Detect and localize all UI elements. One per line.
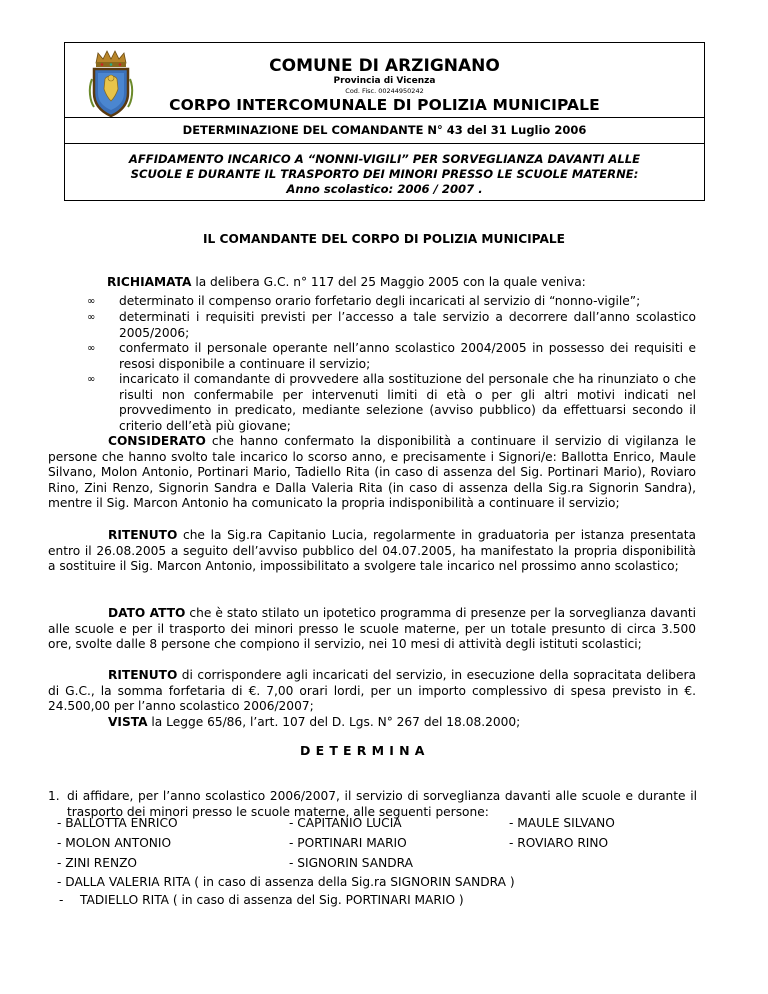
subject-line: AFFIDAMENTO INCARICO A “NONNI-VIGILI” PER SORVEGLIANZA DAVANTI ALLE — [128, 152, 641, 166]
bullet-icon: ∞ — [87, 312, 96, 323]
dash: - — [59, 893, 64, 907]
paragraph-text: la Legge 65/86, l’art. 107 del D. Lgs. N° 267 del 18.08.2000; — [147, 715, 521, 729]
person-name: - BALLOTTA ENRICO — [57, 816, 178, 830]
person-name: - ROVIARO RINO — [509, 836, 609, 850]
item-text: di affidare, per l’anno scolastico 2006/2007, il servizio di sorveglianza davanti alle scuole e durante il trasporto dei minori presso le scuole materne, alle seguenti persone: — [67, 789, 697, 819]
richiamata-line — [107, 275, 707, 291]
bullet-item: confermato il personale operante nell’anno scolastico 2004/2005 in possesso dei requisiti e resosi disponibile a continuare il servizio; — [119, 341, 696, 371]
provincia-label: Provincia di Vicenza — [333, 76, 436, 86]
person-name: - CAPITANIO LUCIA — [289, 816, 402, 830]
richiamata-text: la delibera G.C. n° 117 del 25 Maggio 2005 con la quale veniva: — [191, 275, 586, 289]
cod-fisc-label: Cod. Fisc. 00244950242 — [345, 87, 424, 95]
section-heading: IL COMANDANTE DEL CORPO DI POLIZIA MUNICIPALE — [202, 232, 566, 246]
person-name: - PORTINARI MARIO — [289, 836, 407, 850]
bullet-icon: ∞ — [87, 343, 96, 354]
ritenuto-paragraph — [48, 528, 696, 575]
person-name: - ZINI RENZO — [57, 856, 138, 870]
subject-line: Anno scolastico: 2006 / 2007 . — [286, 182, 483, 196]
keyword: DATO ATTO — [108, 606, 186, 620]
dato-atto-paragraph — [48, 606, 696, 653]
keyword: RITENUTO — [108, 668, 178, 682]
header-box — [64, 42, 705, 201]
keyword: RITENUTO — [108, 528, 178, 542]
header-divider — [65, 143, 704, 144]
subject-block — [65, 152, 704, 197]
keyword: CONSIDERATO — [108, 434, 206, 448]
corpo-title: CORPO INTERCOMUNALE DI POLIZIA MUNICIPALE — [169, 96, 600, 114]
paragraph-text: di corrispondere agli incaricati del servizio, in esecuzione della sopracitata delibera di G.C., la somma forfetaria di €. 7,00 orari lordi, per un importo complessivo di spesa previsto in €. 24.500,00 per l’anno scolastico 2006/2007; — [48, 668, 696, 714]
person-name: - SIGNORIN SANDRA — [289, 856, 413, 870]
considerato-paragraph — [48, 434, 696, 512]
person-name: TADIELLO RITA ( in caso di assenza del Sig. PORTINARI MARIO ) — [80, 893, 464, 907]
person-name: - MOLON ANTONIO — [57, 836, 172, 850]
bullet-item: determinati i requisiti previsti per l’accesso a tale servizio a decorrere dall’anno scolastico 2005/2006; — [119, 310, 696, 340]
subject-line: SCUOLE E DURANTE IL TRASPORTO DEI MINORI PRESSO LE SCUOLE MATERNE: — [130, 167, 639, 181]
vista-paragraph — [108, 715, 708, 731]
item-number: 1. — [48, 789, 60, 803]
paragraph-text: che la Sig.ra Capitanio Lucia, regolarmente in graduatoria per istanza presentata entro il 26.08.2005 a seguito dell’avviso pubblico del 04.07.2005, ha manifestato la propria disponibilità a sostituire il Sig. Marcon Antonio, impossibilitato a svolgere tale incarico nel prossimo anno scolastico; — [48, 528, 696, 574]
keyword: VISTA — [108, 715, 148, 729]
bullet-item: incaricato il comandante di provvedere alla sostituzione del personale che ha rinunziato o che risulti non confermabile per intervenuti limiti di età o per gli altri motivi indicati nel provvedimento in predicato, mediante selezione (avviso pubblico) da effettuarsi secondo il criterio dell’età più giovane; — [119, 372, 696, 433]
keyword: RICHIAMATA — [107, 275, 192, 289]
bullet-icon: ∞ — [87, 296, 96, 307]
determina-heading: DETERMINA — [300, 743, 430, 758]
comune-title: COMUNE DI ARZIGNANO — [269, 56, 500, 76]
ritenuto-paragraph — [48, 668, 696, 715]
bullet-item: determinato il compenso orario forfetario degli incaricati al servizio di “nonno-vigile”; — [119, 294, 641, 308]
paragraph-text: che è stato stilato un ipotetico programma di presenze per la sorveglianza davanti alle scuole e per il trasporto dei minori presso le scuole materne, per un totale presunto di circa 3.500 ore, svolte dalle 8 persone che compiono il servizio, nei 10 mesi di attività degli istituti scolastici; — [48, 606, 696, 652]
header-divider — [65, 117, 704, 118]
bullet-icon: ∞ — [87, 374, 96, 385]
paragraph-text: che hanno confermato la disponibilità a continuare il servizio di vigilanza le persone che hanno svolto tale incarico lo scorso anno, e precisamente i Signori/e: Ballotta Enrico, Maule Silvano, Molon Antonio, Portinari Mario, Tadiello Rita (in caso di assenza del Sig. Portinari Mario), Roviaro Rino, Zini Renzo, Signorin Sandra e Dalla Valeria Rita (in caso di assenza della Sig.ra Signorin Sandra), mentre il Sig. Marcon Antonio ha comunicato la propria indisponibilità a continuare il servizio; — [48, 434, 696, 511]
person-name: - MAULE SILVANO — [509, 816, 615, 830]
determinazione-title: DETERMINAZIONE DEL COMANDANTE N° 43 del 31 Luglio 2006 — [182, 123, 587, 137]
person-name: - DALLA VALERIA RITA ( in caso di assenza della Sig.ra SIGNORIN SANDRA ) — [57, 875, 515, 889]
